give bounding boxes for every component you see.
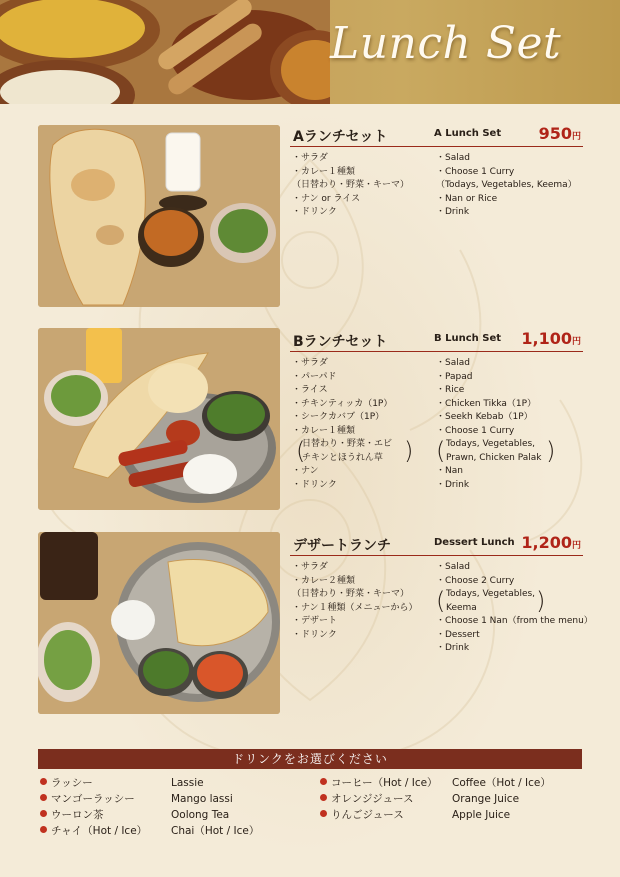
set-b-jp-title: Bランチセット [293,334,388,350]
divider [290,351,583,352]
list-item: （Todays, Vegetables, Keema） [436,180,577,190]
set-b-en-items [436,357,586,492]
list-item: ・Choose 1 Nan（from the menu） [436,616,593,626]
list-item: （日替わり・野菜・キーマ） [292,180,410,190]
list-item: ・シークカバブ（1P） [292,412,385,422]
list-item: ・チキンティッカ（1P） [292,398,393,409]
list-item: ・Dessert [436,629,480,640]
list-item: （日替わり・野菜・キーマ） [292,589,410,599]
list-item: りんごジュース [320,807,438,823]
drinks-left-en [171,775,259,839]
list-item: ・Nan [436,466,463,476]
list-item: Keema [446,602,477,613]
paren-group [436,438,586,465]
list-item: Coffee（Hot / Ice） [452,777,551,789]
dessert-en-items [436,561,593,656]
set-a-price: 950円 [538,124,581,143]
dessert-price: 1,200円 [521,533,581,552]
set-a-jp-title: Aランチセット [293,129,388,145]
drinks-right-en [452,775,551,823]
list-item: Todays, Vegetables, [446,589,536,599]
list-item: ・サラダ [292,562,328,572]
divider [290,146,583,147]
list-item: Todays, Vegetables, [446,439,536,449]
list-item: ・Drink [436,643,470,653]
list-item: チキンとほうれん草 [302,452,383,463]
bullet-icon [320,810,327,817]
list-item: Prawn, Chicken Palak [446,452,542,463]
list-item: ・カレー１種類 [292,166,356,177]
list-item: Lassie [171,777,204,789]
bracket: ) [404,437,414,465]
list-item: 日替わり・野菜・エビ [302,439,393,449]
list-item: マンゴーラッシー [40,791,147,807]
list-item: Orange Juice [452,793,520,805]
b-lunch-photo [38,328,280,510]
list-item: ・Salad [436,358,470,368]
list-item: ・Drink [436,207,470,217]
bullet-icon [40,810,47,817]
dessert-lunch-photo [38,532,280,714]
list-item: オレンジジュース [320,791,438,807]
header-banner [0,0,620,104]
list-item: Oolong Tea [171,809,230,821]
bullet-icon [40,826,47,833]
list-item: ウーロン茶 [40,807,147,823]
set-b-jp-items [292,357,432,492]
bracket: ( [436,587,446,615]
bracket: ) [546,437,556,465]
list-item: ・ドリンク [292,479,337,490]
list-item: ・Chicken Tikka（1P） [436,398,537,409]
drinks-heading: ドリンクをお選びください [38,749,582,769]
set-a-menu [290,126,585,226]
list-item: ・ナン１種類（メニューから） [292,602,418,613]
list-item: チャイ（Hot / Ice） [40,823,147,839]
list-item: Apple Juice [452,809,511,821]
list-item: ・Salad [436,153,470,163]
bracket: ) [536,587,546,615]
list-item: ・Rice [436,385,465,395]
list-item: ・サラダ [292,358,328,368]
bracket: ( [436,437,446,465]
list-item: ・パーパド [292,371,337,382]
page-title: Lunch Set [330,18,562,69]
bracket: ( [296,437,306,465]
set-a-en-items [436,152,586,220]
list-item: ・Salad [436,562,470,572]
set-b-menu [290,331,585,501]
drinks-right-jp [320,775,438,823]
drinks-left-jp [40,775,147,839]
dessert-en-title: Dessert Lunch [434,537,515,548]
list-item: ・デザート [292,616,338,626]
list-item: ・Nan or Rice [436,193,498,204]
list-item: ・ドリンク [292,629,337,640]
list-item: ・サラダ [292,153,328,163]
list-item: ・カレー１種類 [292,425,356,436]
list-item: ・Seekh Kebab（1P） [436,412,533,422]
list-item: ・Choose 2 Curry [436,575,515,586]
set-b-en-title: B Lunch Set [434,333,502,344]
paren-group [292,438,432,465]
list-item: ・ナン [292,466,319,476]
bullet-icon [320,794,327,801]
list-item: ・Choose 1 Curry [436,425,515,436]
dessert-lunch-menu [290,533,593,665]
a-lunch-photo [38,125,280,307]
paren-group [436,588,586,615]
list-item: ・Drink [436,479,470,490]
list-item: ・ナン or ライス [292,193,361,204]
set-a-jp-items [292,152,432,220]
list-item: ・Choose 1 Curry [436,166,515,177]
list-item: ・Papad [436,371,473,382]
bullet-icon [40,778,47,785]
list-item: コーヒー（Hot / Ice） [320,775,438,791]
list-item: ラッシー [40,775,147,791]
spice-bowls-image [0,0,330,104]
list-item: Chai（Hot / Ice） [171,825,260,837]
bullet-icon [40,794,47,801]
list-item: ・ライス [292,385,328,395]
dessert-jp-title: デザートランチ [293,538,391,554]
dessert-jp-items [292,561,432,642]
list-item: ・ドリンク [292,207,337,217]
divider [290,555,583,556]
list-item: Mango lassi [171,793,233,805]
list-item: ・カレー２種類 [292,575,356,586]
set-b-price: 1,100円 [521,329,581,348]
set-a-en-title: A Lunch Set [434,128,502,139]
bullet-icon [320,778,327,785]
